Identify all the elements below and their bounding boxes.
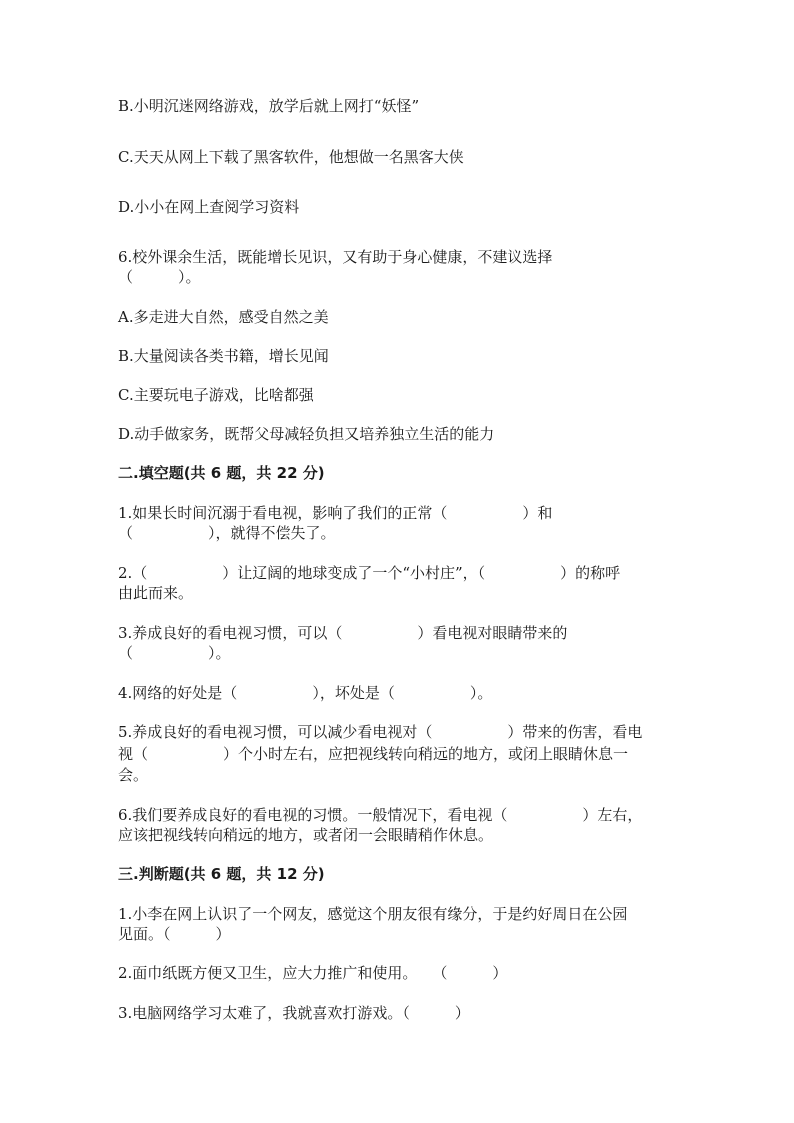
fill-question-3-cont: （ ）。 — [118, 644, 231, 662]
option-b-q5: B.小明沉迷网络游戏，放学后就上网打“妖怪” — [118, 97, 420, 115]
option-d-q6: D.动手做家务，既帮父母减轻负担又培养独立生活的能力 — [118, 425, 495, 443]
option-c-q5: C.天天从网上下载了黑客软件，他想做一名黑客大侠 — [118, 148, 464, 166]
fill-question-2-cont: 由此而来。 — [118, 584, 194, 602]
fill-question-1-cont: （ ），就得不偿失了。 — [118, 524, 336, 542]
option-b-q6: B.大量阅读各类书籍，增长见闻 — [118, 347, 329, 365]
fill-question-5-cont: 视（ ）个小时左右，应把视线转向稍远的地方，或闭上眼睛休息一 — [118, 745, 629, 763]
fill-question-5: 5.养成良好的看电视习惯，可以减少看电视对（ ）带来的伤害，看电 — [118, 723, 643, 741]
question-6-blank: （ ）。 — [118, 268, 201, 286]
fill-question-3: 3.养成良好的看电视习惯，可以（ ）看电视对眼睛带来的 — [118, 624, 568, 642]
fill-question-6-cont: 应该把视线转向稍远的地方，或者闭一会眼睛稍作休息。 — [118, 826, 494, 844]
judge-question-1-cont: 见面。（ ） — [118, 925, 231, 943]
fill-question-2: 2.（ ）让辽阔的地球变成了一个“小村庄”，（ ）的称呼 — [118, 564, 621, 582]
option-d-q5: D.小小在网上查阅学习资料 — [118, 198, 300, 216]
fill-question-4: 4.网络的好处是（ ），坏处是（ ）。 — [118, 684, 493, 702]
option-a-q6: A.多走进大自然，感受自然之美 — [118, 308, 329, 326]
fill-question-1: 1.如果长时间沉溺于看电视，影响了我们的正常（ ）和 — [118, 504, 553, 522]
option-c-q6: C.主要玩电子游戏，比啥都强 — [118, 386, 314, 404]
section-heading-true-false: 三.判断题(共 6 题，共 12 分) — [118, 865, 325, 883]
question-6-text: 6.校外课余生活，既能增长见识，又有助于身心健康，不建议选择 — [118, 248, 553, 266]
fill-question-6: 6.我们要养成良好的看电视的习惯。一般情况下，看电视（ ）左右， — [118, 806, 643, 824]
judge-question-1: 1.小李在网上认识了一个网友，感觉这个朋友很有缘分，于是约好周日在公园 — [118, 905, 628, 923]
judge-question-3: 3.电脑网络学习太难了，我就喜欢打游戏。（ ） — [118, 1004, 470, 1022]
judge-question-2: 2.面巾纸既方便又卫生，应大力推广和使用。 （ ） — [118, 964, 508, 982]
fill-question-5-cont2: 会。 — [118, 766, 149, 784]
section-heading-fill-blank: 二.填空题(共 6 题，共 22 分) — [118, 464, 325, 482]
